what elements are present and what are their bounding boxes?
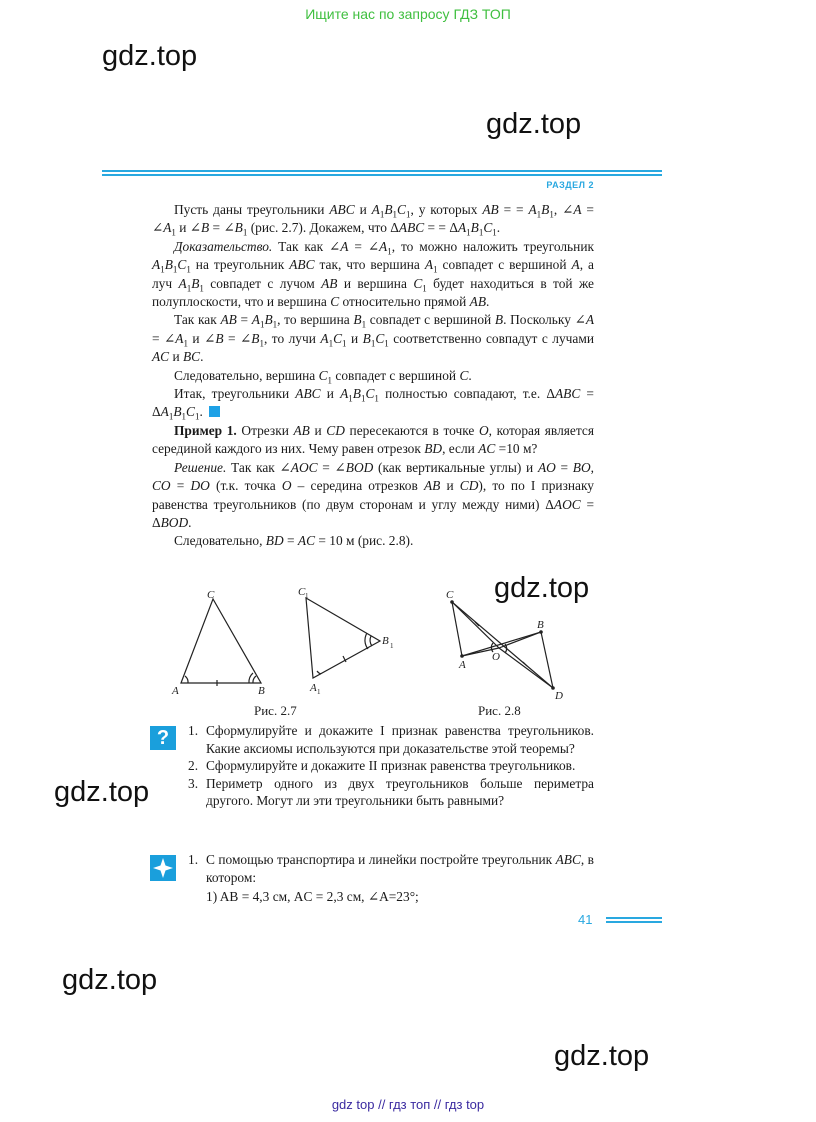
label-a1-sub: 1 bbox=[317, 688, 321, 696]
list-item: 3. Периметр одного из двух треугольников больше периметра другого. Могут ли эти треугольники быть равными? bbox=[188, 775, 594, 809]
caption-fig-2-8: Рис. 2.8 bbox=[478, 703, 521, 718]
end-of-proof-square-icon bbox=[209, 406, 220, 417]
star-task-icon bbox=[150, 855, 176, 881]
watermark: gdz.top bbox=[494, 572, 590, 604]
watermark: gdz.top bbox=[554, 1040, 650, 1072]
list-item: 1. С помощью транспортира и линейки постройте треугольник ABC, в котором: bbox=[188, 852, 594, 885]
label-b: B bbox=[258, 685, 265, 697]
label-c1: C bbox=[298, 586, 306, 598]
watermark: gdz.top bbox=[486, 108, 582, 140]
list-item: 1. Сформулируйте и докажите I признак равенства треугольников. Какие аксиомы используются при доказательстве этой теоремы? bbox=[188, 723, 594, 756]
task-line: 1) AB = 4,3 см, AC = 2,3 см, ∠A=23°; bbox=[206, 889, 419, 905]
questions-list bbox=[188, 722, 594, 810]
watermark: gdz.top bbox=[102, 40, 198, 72]
triangle-a1b1c1 bbox=[306, 598, 380, 678]
label-d: D bbox=[555, 690, 563, 702]
question-icon: ? bbox=[150, 726, 176, 750]
label-b1: B bbox=[382, 635, 389, 647]
triangle-abc bbox=[181, 599, 261, 686]
label-a: A bbox=[459, 659, 466, 671]
label-o: O bbox=[492, 651, 500, 663]
footer-rule bbox=[606, 917, 662, 925]
label-c1-sub: 1 bbox=[305, 592, 309, 600]
list-item: 2. Сформулируйте и докажите II признак равенства треугольников. bbox=[188, 758, 576, 774]
label-c: C bbox=[446, 589, 454, 601]
watermark: gdz.top bbox=[62, 964, 158, 996]
label-a: A bbox=[172, 685, 179, 697]
caption-fig-2-7: Рис. 2.7 bbox=[254, 703, 297, 718]
label-b1-sub: 1 bbox=[390, 642, 394, 650]
page-number: 41 bbox=[578, 912, 593, 927]
bottom-links[interactable]: gdz top // гдз топ // гдз top bbox=[331, 1097, 485, 1112]
label-b: B bbox=[537, 619, 544, 631]
figures bbox=[150, 582, 610, 722]
label-c: C bbox=[207, 589, 215, 601]
header-rule bbox=[102, 170, 662, 178]
body-text: Пусть даны треугольники ABC и $A_1B_1C_1$, у которых AB = = $A_1B_1$, ∠A = $\angle A_1$ и ∠B = $\angle B_1$ (рис. 2.7). Докажем, что ΔABC = = $\Delta A_1B_1C_1$. Доказательство. Так как ∠A = $\angle A_1$, то можно наложить треугольник $A_1B_1C_1$ на треугольник ABC так, что вершина $A_1$ совпадет с вершиной A, а луч $A_1B_1$ совпадет с лучом AB и вершина $C_1$ будет находиться в той же полуплоскости, что и вершина C относительно прямой AB. Так как AB = $A_1B_1$, то вершина $B_1$ совпадет с вершиной B. Поскольку ∠A = $\angle A_1$ и ∠B = $\angle B_1$, то лучи $A_1C_1$ и $B_1C_1$ соответственно совпадут с лучами AC и BC. Следовательно, вершина $C_1$ совпадет с вершиной C. Итак, треугольники ABC и $A_1B_1C_1$ полностью совпадают, т.е. $\Delta ABC = \Delta A_1B_1C_1$. Пример 1. Отрезки AB и CD пересекаются в точке O, которая является серединой каждого из них. Чему равен отрезок BD, если AC =10 м? Решение. Так как ∠AOC = ∠BOD (как вертикальные углы) и AO = BO, CO = DO (т.к. точка O – середина отрезков AB и CD), то по I признаку равенства треугольников (по двум сторонам и углу между ними) ΔAOC = ΔBOD. Следовательно, BD = AC = 10 м (рис. 2.8). bbox=[152, 202, 595, 549]
task-list bbox=[188, 851, 594, 906]
watermark: gdz.top bbox=[54, 776, 150, 808]
section-label: РАЗДЕЛ 2 bbox=[546, 180, 594, 190]
top-search-link[interactable]: Ищите нас по запросу ГДЗ ТОП bbox=[305, 6, 511, 22]
figure-2-8 bbox=[452, 602, 553, 688]
label-a1: A bbox=[310, 682, 317, 694]
